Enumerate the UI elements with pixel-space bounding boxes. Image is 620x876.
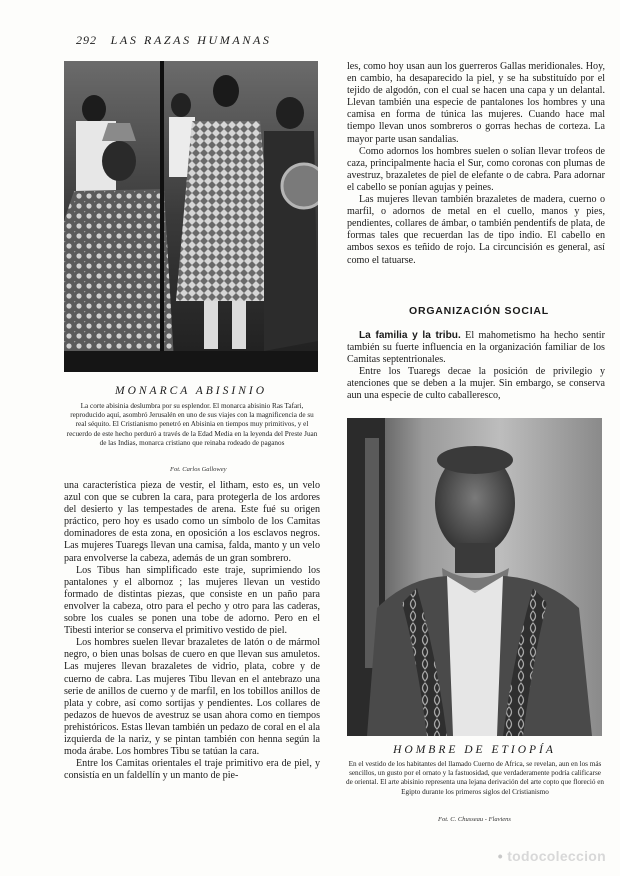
runin-heading: La familia y la tribu. <box>359 330 461 341</box>
page-number: 292 <box>76 33 97 47</box>
watermark-logo <box>498 848 606 864</box>
watermark-dot: • <box>497 848 503 864</box>
ethiopian-man-photograph <box>347 418 602 736</box>
monarch-figure-title: MONARCA ABISINIO <box>114 385 268 397</box>
paragraph: Los hombres suelen llevar brazaletes de latón o de mármol negro, o bien unas bolsas de cuero en que llevan sus amuletos. Las mujeres llevan brazaletes de vidrio, plata, cobre y de cuerno de cabra. Las mujeres Tibu llevan en el antebrazo una serie de anillos de cuerno y de marfil, en los tobillos anillos de plata y cobre, así como sortijas y pendientes. Los collares de pedazos de huevos de avestruz se usan ahora como en tiempos prehistóricos. Estas llevan también un pedazo de coral en el ala izquierda de la nariz, y se pintan también con henna según la moda árabe. Los hombres Tibu se tatúan la cara. <box>64 637 320 758</box>
monarch-photo-illustration <box>64 61 318 372</box>
paragraph: Entre los Camitas orientales el traje primitivo era de piel, y consistía en un faldellín y un manto de pie- <box>64 758 320 782</box>
running-header <box>76 33 271 48</box>
ethiopian-figure-title: HOMBRE DE ETIOPÍA <box>393 744 556 756</box>
watermark-brand: todocoleccion <box>507 848 606 864</box>
right-text-column-top <box>347 61 605 267</box>
paragraph: Las mujeres llevan también brazaletes de madera, cuerno o marfil, o adornos de metal en el cuello, manos y pies, pendientes, collares de ámbar, o también pendentifs de plata, de formas tales que recuerdan las de tipo indio. El cabello en ambos sexos es teñido de rojo. La circuncisión es general, así como el tatuarse. <box>347 194 605 266</box>
monarch-photograph <box>64 61 318 372</box>
paragraph: les, como hoy usan aun los guerreros Gallas meridionales. Hoy, en cambio, ha desaparecido la piel, y se ha substituído por el tejido de algodón, con el cual se hacen una capa y un delantal. Llevan también una especie de pantalones los hombres y una camisa en forma de túnica las mujeres. Cuando hace mal tiempo llevan unos sombreros o gorras hechas de corteza. La mayor parte usan sandalias. <box>347 61 605 145</box>
paragraph: una característica pieza de vestir, el litham, esto es, un velo azul con que se cubren la cara, para protegerla de los ardores del desierto y las tempestades de arena. Este fué su origen práctico, pero hoy es usado como un símbolo de los Camitas dominadores de esta zona, en oposición a los esclavos negros. Las mujeres Tuaregs llevan una camisa, falda, manto y un velo para envolverse la cabeza, además de un gran sombrero. <box>64 480 320 564</box>
paragraph: Entre los Tuaregs decae la posición de privilegio y atenciones que se deben a la mujer. Sin embargo, se conserva aun una especie de culto caballeresco, <box>347 366 605 402</box>
ethiopian-figure-caption: En el vestido de los habitantes del llamado Cuerno de Africa, se revelan, aun en los más sencillos, un gusto por el ornato y la fastuosidad, que verdaderamente podría calificarse de oriental. El arte abisinio representa una lejana derivación del arte copto que floreció en Egipto durante los primeros siglos del Cristianismo <box>345 760 605 796</box>
paragraph: Los Tibus han simplificado este traje, suprimiendo los pantalones y el albornoz ; las mujeres llevan un vestido formado de distintas piezas, que consiste en un paño para envolver la cabeza, otro para el pecho y otro para las caderas, sobre los cuales se ponen una tobe de adorno. Pero en el Tibesti interior se conserva el primitivo vestido de piel. <box>64 564 320 637</box>
running-title: LAS RAZAS HUMANAS <box>110 33 272 47</box>
paragraph: Como adornos los hombres suelen o solían llevar trofeos de caza, principalmente hacia el Sur, como coronas con plumas de avestruz, brazaletes de piel de elefante o de cabra. Para adornar el cabello se ponían agujas y peines. <box>347 145 605 193</box>
ethiopian-man-photo-illustration <box>347 418 602 736</box>
section-heading: ORGANIZACIÓN SOCIAL <box>408 305 550 317</box>
monarch-figure-caption: La corte abisinia deslumbra por su esplendor. El monarca abisinio Ras Tafari, reproducido aquí, asombró Jerusalén en uno de sus viajes con la magnificencia de su real séquito. El Cristianismo penetró en Abisinia en tiempos muy primitivos, y el recuerdo de este hecho perduró a través de la Edad Media en la leyenda del Preste Juan de las Indias, monarca cristiano que reinaba rodeado de paganos <box>66 402 318 447</box>
monarch-photo-credit: Fot. Carlos Gallowey <box>170 466 227 473</box>
section-text <box>347 330 605 403</box>
ethiopian-photo-credit: Fot. C. Chusseau - Flaviens <box>438 816 511 823</box>
left-text-column <box>64 480 320 782</box>
paragraph-text: El mahometismo ha hecho sentir también su fuerte influencia en la organización familiar de los Camitas septentrionales. <box>347 330 605 366</box>
